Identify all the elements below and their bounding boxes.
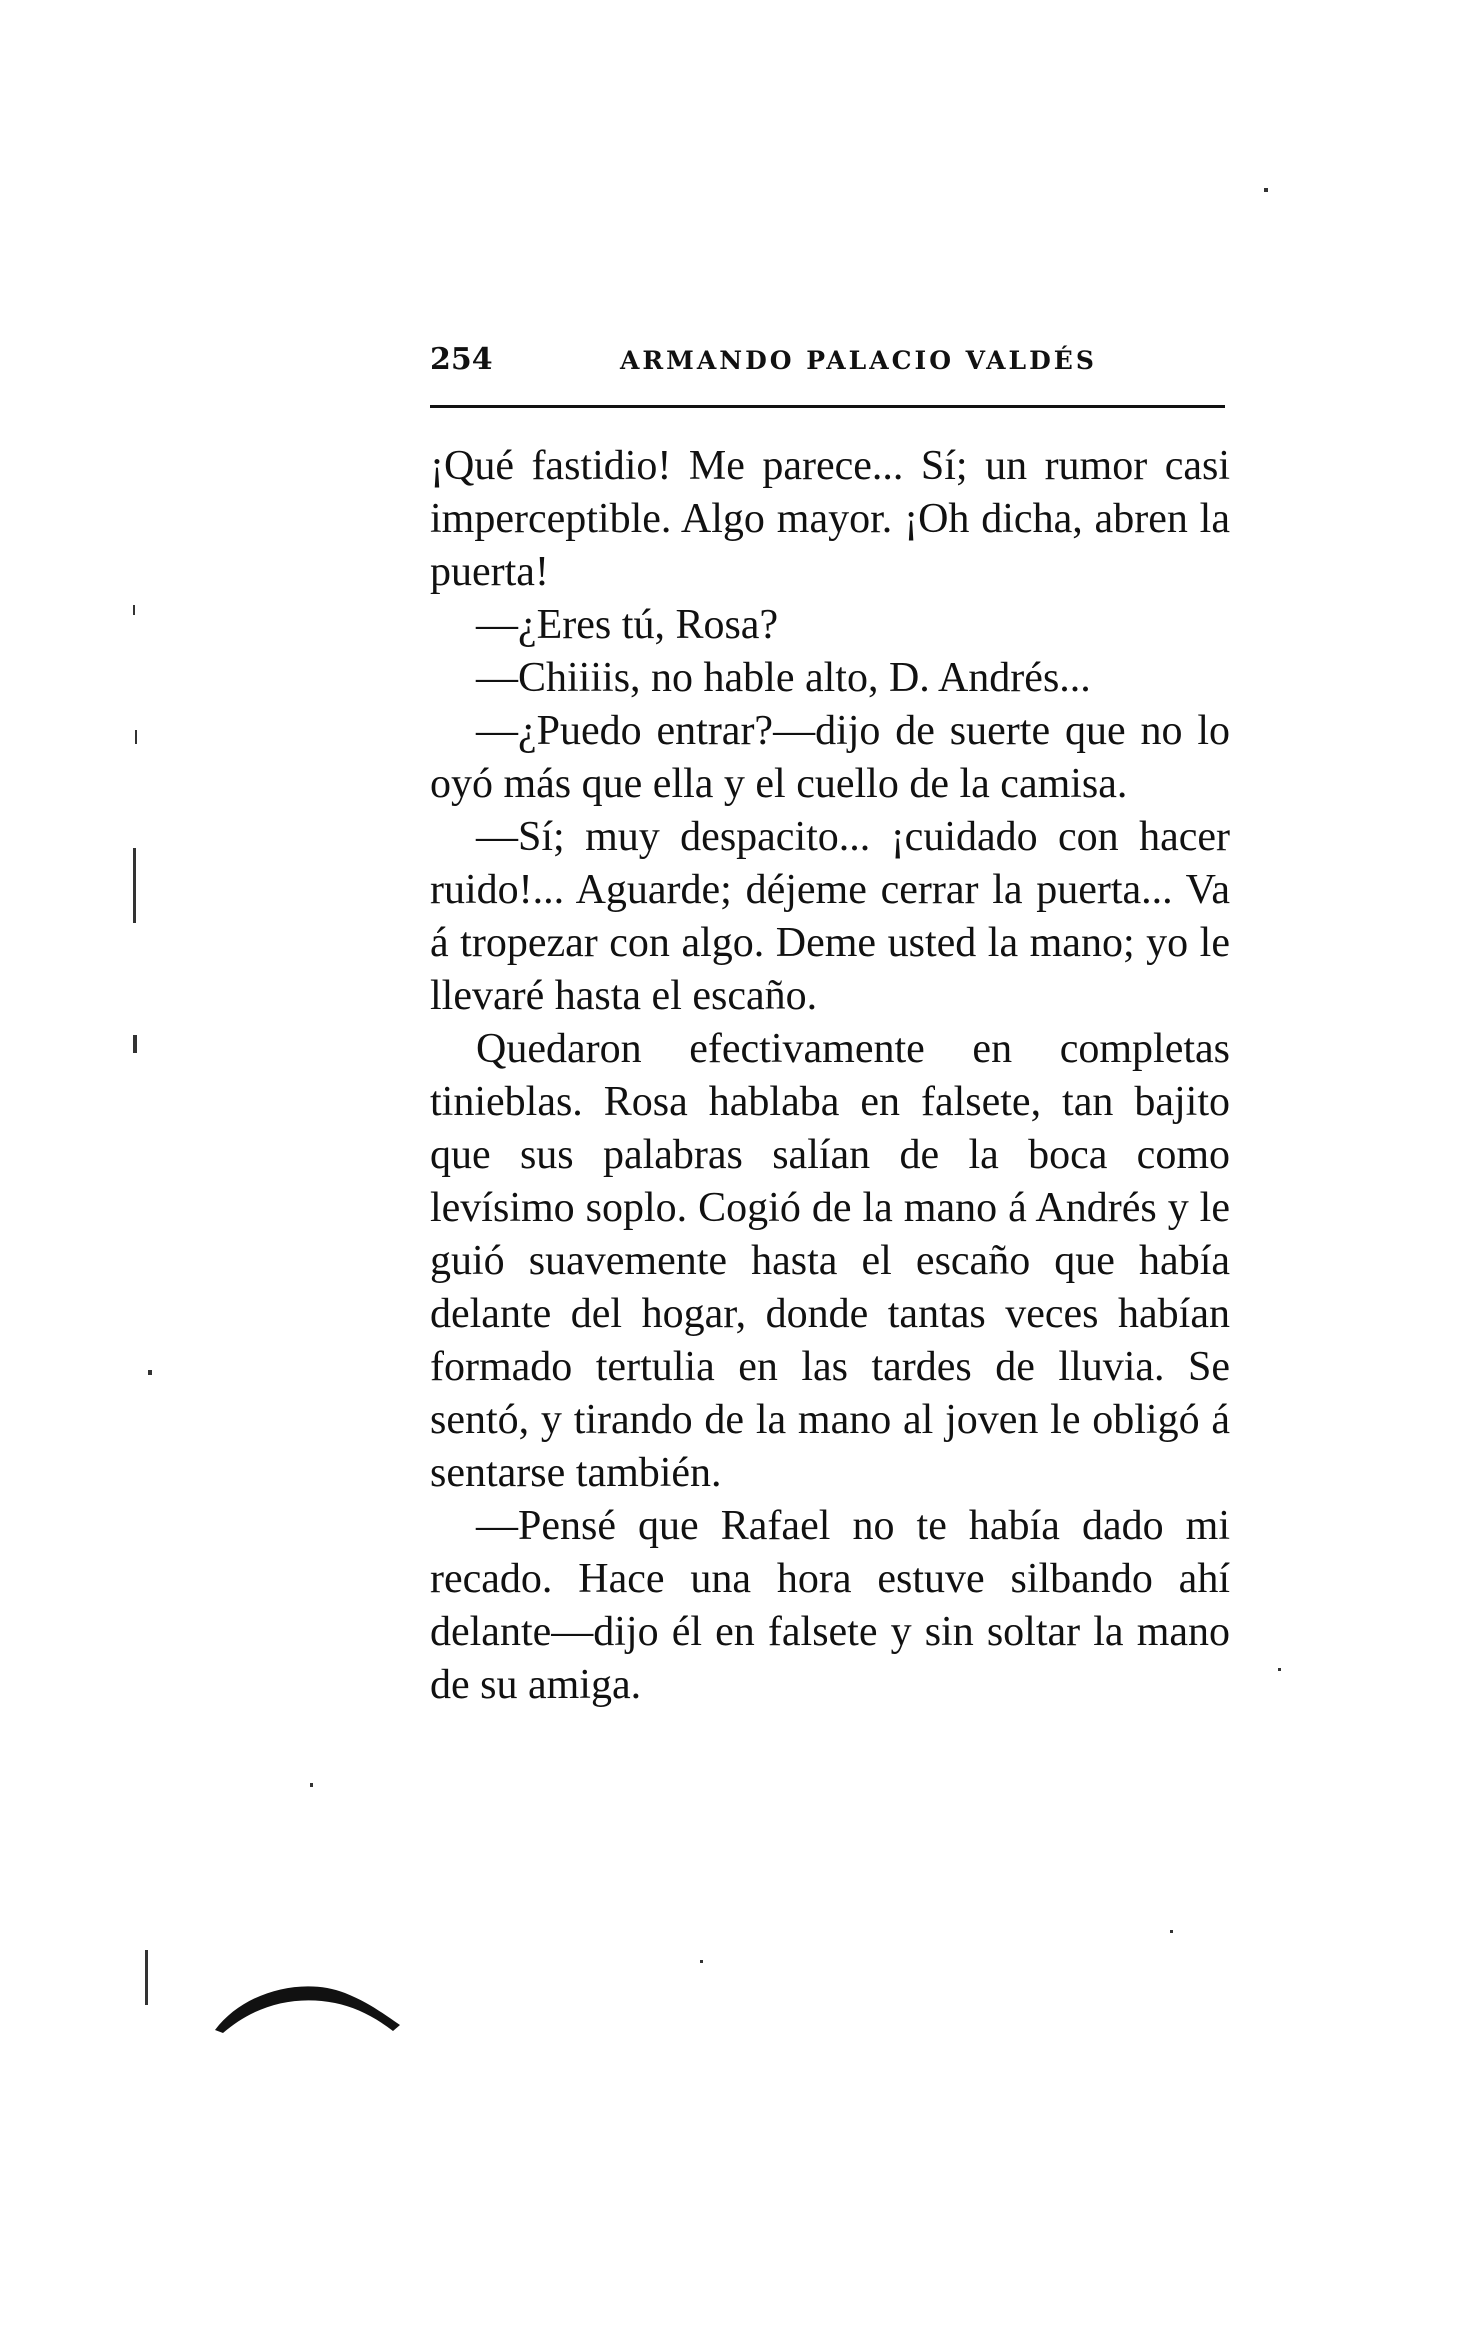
paragraph: —Chiiiis, no hable alto, D. Andrés... (476, 655, 1091, 701)
scan-mark (135, 730, 137, 744)
scan-mark (148, 1370, 152, 1375)
page-header (430, 342, 1230, 392)
paragraph: ¡Qué fastidio! Me parece... Sí; un rumor casi imperceptible. Algo mayor. ¡Oh dicha, abren la puerta! (430, 443, 1230, 595)
header-rule (430, 405, 1225, 408)
paragraph: —¿Eres tú, Rosa? (476, 602, 779, 648)
scan-mark (133, 605, 135, 615)
scan-mark (700, 1960, 703, 1963)
paragraph: Quedaron efectivamente en completas tinieblas. Rosa hablaba en falsete, tan bajito que sus palabras salían de la boca como levísimo soplo. Cogió de la mano á Andrés y le guió suavemente hasta el escaño que había delante del hogar, donde tantas veces habían formado tertulia en las tardes de lluvia. Se sentó, y tirando de la mano al joven le obligó á sentarse también. (430, 1026, 1230, 1496)
scan-mark (145, 1950, 148, 2005)
ornamental-swash (215, 1975, 415, 2035)
scan-mark (1264, 188, 1268, 192)
scan-mark (133, 1035, 137, 1053)
scan-mark (310, 1783, 313, 1787)
scan-mark (133, 848, 136, 923)
paragraph: —¿Puedo entrar?—dijo de suerte que no lo oyó más que ella y el cuello de la camisa. (430, 708, 1230, 807)
page-number: 254 (430, 342, 493, 377)
body-text (430, 440, 1230, 1712)
scan-mark (1278, 1668, 1281, 1671)
paragraph: —Pensé que Rafael no te había dado mi recado. Hace una hora estuve silbando ahí delante—dijo él en falsete y sin soltar la mano de su amiga. (430, 1503, 1230, 1708)
paragraph: —Sí; muy despacito... ¡cuidado con hacer ruido!... Aguarde; déjeme cerrar la puerta... Va á tropezar con algo. Deme usted la mano; yo le llevaré hasta el escaño. (430, 814, 1230, 1019)
running-head: ARMANDO PALACIO VALDÉS (620, 346, 1097, 375)
scan-mark (1170, 1930, 1173, 1933)
